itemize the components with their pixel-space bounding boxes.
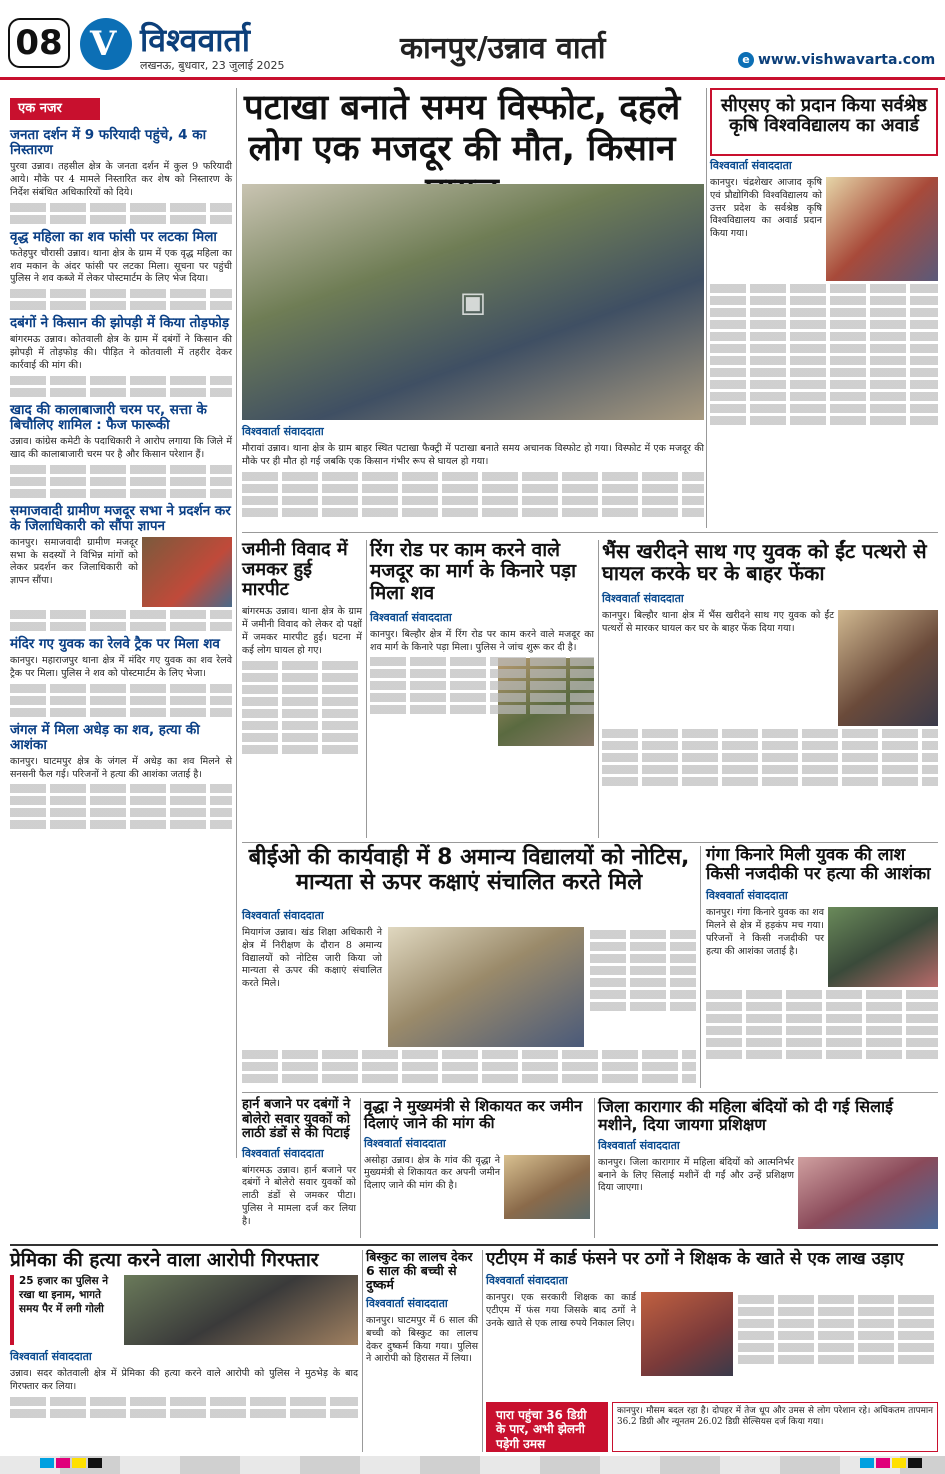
color-swatch xyxy=(908,1458,922,1468)
weather-badge: पारा पहुंचा 36 डिग्री के पार, अभी झेलनी पड़ेगी उमस xyxy=(486,1402,608,1452)
cm-complaint-story xyxy=(364,1098,590,1238)
color-swatch xyxy=(860,1458,874,1468)
byline: विश्ववार्ता संवाददाता xyxy=(710,159,792,172)
ganga-bank-photo xyxy=(828,907,938,987)
color-swatch xyxy=(876,1458,890,1468)
atm-fraud-story xyxy=(486,1250,938,1400)
ring-road-text: कानपुर। बिल्हौर क्षेत्र में रिंग रोड पर काम करने वाले मजदूर का शव मार्ग के किनारे पड़ा मिला। पुलिस ने जांच शुरू कर दी है। xyxy=(370,628,594,653)
land-dispute-text: बांगरमऊ उन्नाव। थाना क्षेत्र के ग्राम में जमीनी विवाद को लेकर दो पक्षों में जमकर मारपीट हुई। घटना में कई लोग घायल हो गए। xyxy=(242,606,362,656)
atm-headline[interactable]: एटीएम में कार्ड फंसने पर ठगों ने शिक्षक के खाते से एक लाख उड़ाए xyxy=(486,1249,904,1269)
brief-text: कानपुर। समाजवादी ग्रामीण मजदूर सभा के सदस्यों ने विभिन्न मांगों को लेकर प्रदर्शन कर जिलाधिकारी को ज्ञापन सौंपा। xyxy=(10,536,138,587)
lead-story-text: मौरावां उन्नाव। थाना क्षेत्र के ग्राम बाहर स्थित पटाखा फैक्ट्री में पटाखा बनाते समय अचानक विस्फोट हो गया। विस्फोट में एक मजदूर की मौके पर ही मौत हो गई जबकि एक किसान गंभीर रूप से घायल हो गया। xyxy=(242,443,704,467)
buffalo-text: कानपुर। बिल्हौर थाना क्षेत्र में भैंस खरीदने साथ गए युवक को ईंट पत्थरों से मारकर घायल कर घर के बाहर फेंक दिया गया। xyxy=(602,609,834,634)
buffalo-story xyxy=(602,540,938,838)
beo-story xyxy=(242,908,696,1088)
byline: विश्ववार्ता संवाददाता xyxy=(602,591,684,605)
award-story-text: कानपुर। चंद्रशेखर आजाद कृषि एवं प्रौद्योगिकी विश्वविद्यालय को उत्तर प्रदेश के सर्वश्रेष्ठ कृषि विश्वविद्यालय का अवार्ड प्रदान किया गया। xyxy=(710,177,822,240)
weather-story xyxy=(612,1402,938,1452)
brief-text: कानपुर। महाराजपुर थाना क्षेत्र में मंदिर गए युवक का शव रेलवे ट्रैक पर मिला। पुलिस ने शव को पोस्टमार्टम के लिए भेजा। xyxy=(10,654,232,679)
lover-headline[interactable]: प्रेमिका की हत्या करने वाला आरोपी गिरफ्तार xyxy=(10,1249,319,1271)
brief-text: पुरवा उन्नाव। तहसील क्षेत्र के जनता दर्शन में कुल 9 फरियादी आये। मौके पर 4 मामले निस्तारित कर शेष को निस्तारण के निर्देश संबंधित अधिकारियों को दिये। xyxy=(10,161,232,198)
buffalo-headline[interactable]: भैंस खरीदने साथ गए युवक को ईंट पत्थरो से घायल करके घर के बाहर फेंका xyxy=(602,539,927,586)
brief-item xyxy=(10,316,232,397)
jail-text: कानपुर। जिला कारागार में महिला बंदियों को आत्मनिर्भर बनाने के लिए सिलाई मशीनें दी गईं और उन्हें प्रशिक्षण दिया जाएगा। xyxy=(598,1156,794,1194)
brief-text: कानपुर। घाटमपुर क्षेत्र के जंगल में अधेड़ का शव मिलने से सनसनी फैल गई। परिजनों ने हत्या की आशंका जताई है। xyxy=(10,755,232,780)
brief-item xyxy=(10,128,232,224)
lover-text: उन्नाव। सदर कोतवाली क्षेत्र में प्रेमिका की हत्या करने वाले आरोपी को पुलिस ने मुठभेड़ के बाद गिरफ्तार कर लिया। xyxy=(10,1368,358,1393)
brief-headline[interactable]: दबंगों ने किसान की झोपड़ी में किया तोड़फोड़ xyxy=(10,315,230,332)
ring-road-story xyxy=(370,540,594,838)
lead-story-body xyxy=(242,424,704,528)
brief-item xyxy=(10,504,232,631)
sewing-machine-photo xyxy=(798,1157,938,1229)
dateline: लखनऊ, बुधवार, 23 जुलाई 2025 xyxy=(140,59,285,72)
land-dispute-story xyxy=(242,540,362,838)
injured-youth-photo xyxy=(838,610,938,726)
color-swatch xyxy=(40,1458,54,1468)
ganga-story xyxy=(706,846,938,1088)
website-link[interactable]: www.vishwavarta.com xyxy=(758,52,936,68)
logo-icon: V xyxy=(80,18,132,70)
brief-headline[interactable]: खाद की कालाबाजारी चरम पर, सत्ता के बिचौलिए शामिल : फैज फारूकी xyxy=(10,401,207,433)
horn-story xyxy=(242,1098,356,1238)
award-headline[interactable]: सीएसए को प्रदान किया सर्वश्रेष्ठ कृषि विश्वविद्यालय का अवार्ड xyxy=(720,95,928,137)
teacher-photo xyxy=(641,1292,733,1376)
elderly-woman-photo xyxy=(504,1155,590,1219)
cm-text: असोहा उन्नाव। क्षेत्र के गांव की वृद्धा ने मुख्यमंत्री से शिकायत कर अपनी जमीन दिलाए जाने की मांग की है। xyxy=(364,1154,500,1192)
byline: विश्ववार्ता संवाददाता xyxy=(10,1350,92,1364)
atm-text: कानपुर। एक सरकारी शिक्षक का कार्ड एटीएम में फंस गया जिसके बाद ठगों ने उनके खाते से एक लाख रुपये निकाल लिए। xyxy=(486,1292,636,1329)
explosion-site-photo: ▣ xyxy=(242,184,704,420)
byline: विश्ववार्ता संवाददाता xyxy=(598,1138,680,1152)
brief-text: उन्नाव। कांग्रेस कमेटी के पदाधिकारी ने आरोप लगाया कि जिले में खाद की कालाबाजारी चरम पर है और किसान परेशान हैं। xyxy=(10,435,232,460)
school-inspection-photo xyxy=(388,927,584,1047)
biscuit-text: कानपुर। घाटमपुर में 6 साल की बच्ची को बिस्कुट का लालच देकर दुष्कर्म किया गया। पुलिस ने आरोपी को हिरासत में लिया। xyxy=(366,1315,478,1365)
brand-name: विश्ववार्ता xyxy=(140,21,251,59)
brief-text: फतेहपुर चौरासी उन्नाव। थाना क्षेत्र के ग्राम में एक वृद्ध महिला का शव मकान के अंदर फांसी पर लटका मिला। सूचना पर पहुंची पुलिस ने शव कब्जे में लेकर पोस्टमार्टम के लिए भेज दिया। xyxy=(10,247,232,285)
horn-headline[interactable]: हार्न बजाने पर दबंगों ने बोलेरो सवार युवकों को लाठी डंडों से की पिटाई xyxy=(242,1097,351,1142)
award-story xyxy=(710,158,938,530)
weather-text: कानपुर। मौसम बदल रहा है। दोपहर में तेज धूप और उमस से लोग परेशान रहे। अधिकतम तापमान 36.2 डिग्री और न्यूनतम 26.02 डिग्री सेल्सियस दर्ज किया गया। xyxy=(617,1406,933,1428)
beo-headline[interactable]: बीईओ की कार्यवाही में 8 अमान्य विद्यालयों को नोटिस, मान्यता से ऊपर कक्षाएं संचालित करते मिले xyxy=(248,845,690,895)
biscuit-headline[interactable]: बिस्कुट का लालच देकर 6 साल की बच्ची से दुष्कर्म xyxy=(366,1249,473,1292)
land-dispute-headline[interactable]: जमीनी विवाद में जमकर हुई मारपीट xyxy=(242,539,348,601)
byline: विश्ववार्ता संवाददाता xyxy=(370,610,452,624)
brief-item xyxy=(10,637,232,717)
lover-caption: 25 हजार का पुलिस ने रखा था इनाम, भागते समय पैर में लगी गोली xyxy=(10,1275,120,1345)
award-photo xyxy=(826,177,938,281)
protest-photo xyxy=(142,537,232,607)
cm-headline[interactable]: वृद्धा ने मुख्यमंत्री से शिकायत कर जमीन दिलाएं जाने की मांग की xyxy=(364,1097,583,1132)
brief-item xyxy=(10,230,232,311)
arrested-accused-photo xyxy=(124,1275,358,1345)
byline: विश्ववार्ता संवाददाता xyxy=(242,425,324,438)
byline: विश्ववार्ता संवाददाता xyxy=(366,1297,448,1310)
section-title: कानपुर/उन्नाव वार्ता xyxy=(400,31,606,66)
lover-murder-story xyxy=(10,1250,358,1452)
ganga-headline[interactable]: गंगा किनारे मिली युवक की लाश किसी नजदीकी पर हत्या की आशंका xyxy=(706,845,931,885)
masthead xyxy=(0,0,945,80)
color-swatch xyxy=(88,1458,102,1468)
brief-item xyxy=(10,403,232,498)
horn-text: बांगरमऊ उन्नाव। हार्न बजाने पर दबंगों ने बोलेरो सवार युवकों को लाठी डंडों से जमकर पीटा। पुलिस ने मामला दर्ज कर लिया है। xyxy=(242,1164,356,1227)
beo-headline-box xyxy=(242,846,696,904)
ring-road-headline[interactable]: रिंग रोड पर काम करने वाले मजदूर का मार्ग के किनारे पड़ा मिला शव xyxy=(370,539,577,604)
biscuit-story xyxy=(366,1250,478,1452)
page-number: 08 xyxy=(8,18,70,68)
color-swatch xyxy=(56,1458,70,1468)
color-swatch xyxy=(72,1458,86,1468)
byline: विश्ववार्ता संवाददाता xyxy=(242,1146,324,1160)
ek-nazar-tag: एक नजर xyxy=(10,98,100,120)
brief-headline[interactable]: समाजवादी ग्रामीण मजदूर सभा ने प्रदर्शन कर के जिलाधिकारी को सौंपा ज्ञापन xyxy=(10,502,231,534)
color-swatch xyxy=(892,1458,906,1468)
lead-headline-box xyxy=(242,88,682,180)
brief-item xyxy=(10,723,232,830)
byline: विश्ववार्ता संवाददाता xyxy=(242,909,324,922)
byline: विश्ववार्ता संवाददाता xyxy=(364,1136,446,1150)
globe-icon: e xyxy=(738,52,754,68)
brief-headline[interactable]: वृद्ध महिला का शव फांसी पर लटका मिला xyxy=(10,228,217,245)
print-registration-strip xyxy=(0,1456,945,1474)
lead-headline[interactable]: पटाखा बनाते समय विस्फोट, दहले लोग एक मजदूर की मौत, किसान xyxy=(243,88,681,170)
brief-headline[interactable]: जनता दर्शन में 9 फरियादी पहुंचे, 4 का निस्तारण xyxy=(10,127,207,159)
jail-headline[interactable]: जिला कारागार की महिला बंदियों को दी गई सिलाई मशीने, दिया जायगा प्रशिक्षण xyxy=(598,1097,893,1134)
award-headline-box xyxy=(710,88,938,156)
byline: विश्ववार्ता संवाददाता xyxy=(706,889,788,903)
ganga-text: कानपुर। गंगा किनारे युवक का शव मिलने से क्षेत्र में हड़कंप मच गया। परिजनों ने किसी नजदीकी पर हत्या की आशंका जताई है। xyxy=(706,907,824,957)
byline: विश्ववार्ता संवाददाता xyxy=(486,1274,568,1288)
brief-headline[interactable]: मंदिर गए युवक का रेलवे ट्रैक पर मिला शव xyxy=(10,635,220,652)
jail-story xyxy=(598,1098,938,1238)
brief-text: बांगरमऊ उन्नाव। कोतवाली क्षेत्र के ग्राम में दबंगों ने किसान की झोपड़ी में तोड़फोड़ की। पीड़ित ने कोतवाली में तहरीर देकर कार्रवाई की मांग की। xyxy=(10,334,232,371)
beo-text: मियागंज उन्नाव। खंड शिक्षा अधिकारी ने क्षेत्र में निरीक्षण के दौरान 8 अमान्य विद्यालयों को नोटिस जारी किया जो मान्यता से ऊपर की कक्षाएं संचालित करते मिले। xyxy=(242,927,382,990)
ek-nazar-column xyxy=(10,122,232,1157)
brief-headline[interactable]: जंगल में मिला अधेड़ का शव, हत्या की आशंका xyxy=(10,721,200,753)
